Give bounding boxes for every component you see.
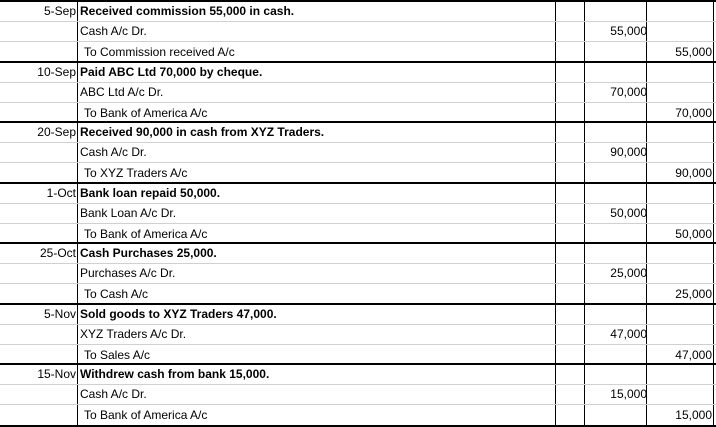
credit-amount: 50,000	[675, 227, 712, 241]
entry-date: 5-Sep	[43, 4, 76, 18]
entry-date: 5-Nov	[43, 307, 76, 321]
debit-amount: 50,000	[610, 206, 647, 220]
entry-date: 10-Sep	[37, 65, 76, 79]
credit-account: To XYZ Traders A/c	[84, 166, 188, 180]
credit-amount: 70,000	[675, 106, 712, 120]
entry-narration: Bank loan repaid 50,000.	[80, 186, 221, 200]
entry-narration: Withdrew cash from bank 15,000.	[80, 367, 270, 381]
debit-account: Purchases A/c Dr.	[80, 266, 176, 280]
credit-amount: 90,000	[675, 166, 712, 180]
credit-amount: 15,000	[675, 408, 712, 422]
credit-account: To Cash A/c	[84, 287, 149, 301]
credit-account: To Bank of America A/c	[84, 227, 208, 241]
debit-amount: 55,000	[610, 24, 647, 38]
credit-account: To Commission received A/c	[84, 45, 235, 59]
credit-amount: 55,000	[675, 45, 712, 59]
debit-account: ABC Ltd A/c Dr.	[80, 85, 164, 99]
entry-narration: Sold goods to XYZ Traders 47,000.	[80, 307, 277, 321]
entry-date: 15-Nov	[37, 367, 76, 381]
credit-account: To Bank of America A/c	[84, 106, 208, 120]
debit-account: Bank Loan A/c Dr.	[80, 206, 177, 220]
credit-amount: 47,000	[675, 348, 712, 362]
debit-account: Cash A/c Dr.	[80, 24, 147, 38]
credit-account: To Bank of America A/c	[84, 408, 208, 422]
credit-amount: 25,000	[675, 287, 712, 301]
entry-narration: Cash Purchases 25,000.	[80, 246, 217, 260]
entry-narration: Received commission 55,000 in cash.	[80, 4, 295, 18]
debit-amount: 70,000	[610, 85, 647, 99]
debit-amount: 25,000	[610, 266, 647, 280]
debit-amount: 15,000	[610, 387, 647, 401]
entry-date: 25-Oct	[39, 246, 76, 260]
entry-narration: Paid ABC Ltd 70,000 by cheque.	[80, 65, 263, 79]
entry-date: 1-Oct	[46, 186, 76, 200]
debit-account: XYZ Traders A/c Dr.	[80, 327, 187, 341]
debit-account: Cash A/c Dr.	[80, 387, 147, 401]
debit-amount: 90,000	[610, 145, 647, 159]
entry-date: 20-Sep	[37, 125, 76, 139]
debit-amount: 47,000	[610, 327, 647, 341]
credit-account: To Sales A/c	[84, 348, 151, 362]
debit-account: Cash A/c Dr.	[80, 145, 147, 159]
entry-narration: Received 90,000 in cash from XYZ Traders.	[80, 125, 325, 139]
